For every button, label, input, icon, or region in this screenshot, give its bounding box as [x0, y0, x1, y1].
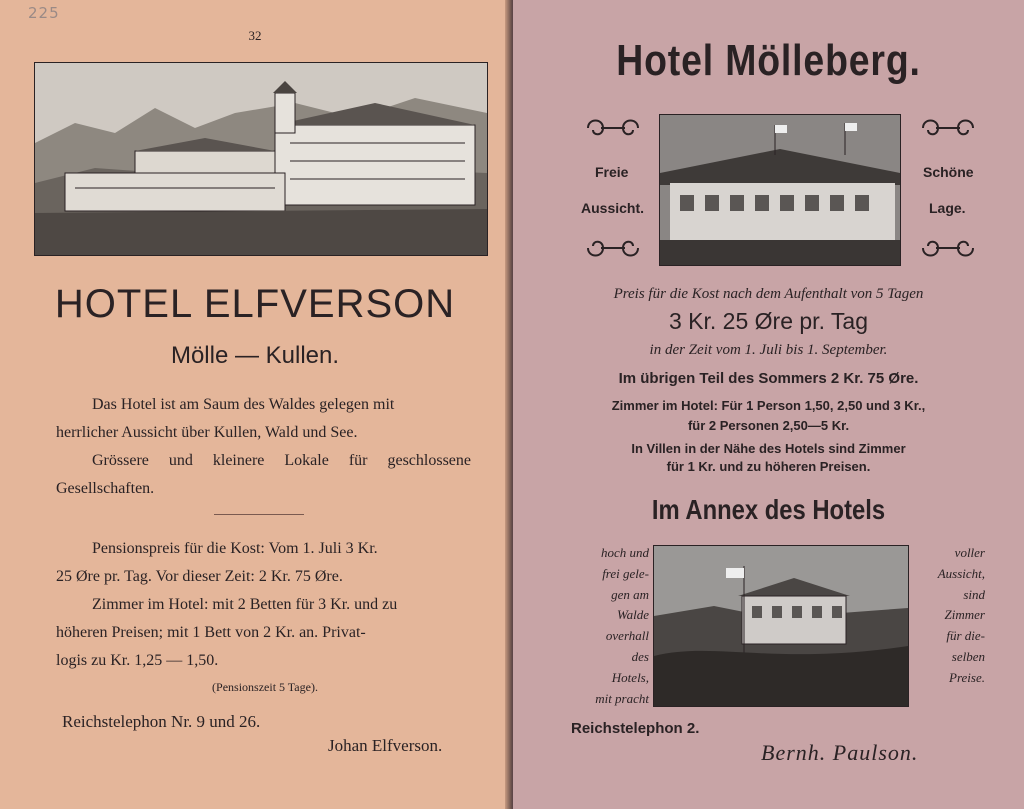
price-intro: Preis für die Kost nach dem Aufenthalt von 5 Tagen — [613, 286, 924, 302]
annex-right-line: Aussicht, — [937, 565, 985, 581]
hotel-elfverson-drawing — [35, 63, 487, 255]
caption-location: Lage. — [929, 200, 966, 216]
caption-view: Aussicht. — [581, 200, 645, 216]
ornament-icon — [583, 116, 643, 140]
price-main: 3 Kr. 25 Øre pr. Tag — [668, 308, 869, 334]
price-period: in der Zeit vom 1. Juli bis 1. September. — [649, 342, 888, 358]
annex-left-line: frei gele- — [602, 565, 649, 581]
owner-signature: Bernh. Paulson. — [761, 740, 919, 765]
rooms-line-3: logis zu Kr. 1,25 — 1,50. — [56, 652, 219, 669]
ornament-icon — [583, 236, 643, 260]
annex-left-line: mit pracht — [595, 690, 649, 706]
owner-name: Johan Elfverson. — [328, 736, 443, 755]
summer-price: Im übrigen Teil des Sommers 2 Kr. 75 Øre. — [618, 370, 919, 387]
villas-line-2: für 1 Kr. und zu höheren Preisen. — [666, 459, 871, 474]
description-line-2: herrlicher Aussicht über Kullen, Wald und See. — [56, 424, 358, 441]
page-number: 32 — [248, 28, 262, 43]
rooms-line-2: höheren Preisen; mit 1 Bett von 2 Kr. an. Privat- — [56, 624, 366, 641]
hotel-mölleberg-drawing — [660, 115, 900, 265]
right-telephone: Reichstelephon 2. — [571, 720, 700, 737]
annex-left-line: des — [631, 648, 649, 664]
ornament-icon — [918, 116, 978, 140]
pension-line-2: 25 Øre pr. Tag. Vor dieser Zeit: 2 Kr. 75 Øre. — [56, 568, 343, 585]
ornament-icon — [918, 236, 978, 260]
hotel-location: Mölle — Kullen. — [170, 342, 340, 369]
villas-line-1: In Villen in der Nähe des Hotels sind Zimmer — [631, 441, 906, 456]
description-line-4: Gesellschaften. — [56, 480, 155, 497]
rooms-line-1: Zimmer im Hotel: mit 2 Betten für 3 Kr. und zu — [92, 596, 398, 613]
annex-left-line: hoch und — [600, 545, 649, 560]
left-telephone: Reichstelephon Nr. 9 und 26. — [62, 712, 261, 731]
pension-period: (Pensionszeit 5 Tage). — [212, 680, 318, 694]
caption-beautiful: Schöne — [923, 164, 974, 180]
annex-left-line: overhall — [605, 628, 649, 644]
caption-free: Freie — [595, 164, 629, 180]
hotel-mölleberg-photo — [659, 114, 901, 266]
hotel-title: Hotel Mölleberg. — [616, 36, 921, 85]
pencil-note: 225 — [28, 4, 60, 22]
annex-right-line: sind — [963, 586, 985, 602]
rooms-line-1: Zimmer im Hotel: Für 1 Person 1,50, 2,50 und 3 Kr., — [611, 398, 926, 413]
annex-right-line: selben — [951, 648, 985, 664]
description-line-1: Das Hotel ist am Saum des Waldes gelegen mit — [92, 396, 395, 413]
annex-drawing — [654, 546, 908, 706]
annex-left-line: Walde — [616, 607, 649, 623]
divider-line — [214, 514, 304, 515]
annex-right-line: Zimmer — [944, 607, 985, 623]
right-page — [513, 0, 1024, 809]
pension-line-1: Pensionspreis für die Kost: Vom 1. Juli 3 Kr. — [92, 540, 378, 557]
rooms-line-2: für 2 Personen 2,50—5 Kr. — [687, 418, 850, 433]
annex-right-line: Preise. — [949, 669, 985, 685]
hotel-title: HOTEL ELFVERSON — [54, 282, 456, 326]
annex-left-line: Hotels, — [611, 669, 649, 685]
annex-photo — [653, 545, 909, 707]
description-line-3: Grössere und kleinere Lokale für geschlossene — [92, 452, 471, 469]
annex-heading: Im Annex des Hotels — [651, 494, 886, 525]
annex-right-line: für die- — [946, 628, 985, 644]
annex-right-line: voller — [954, 545, 985, 560]
left-page — [0, 0, 510, 809]
annex-right-text — [913, 543, 985, 689]
hotel-elfverson-illustration — [34, 62, 488, 256]
annex-left-text — [569, 543, 649, 709]
annex-left-line: gen am — [611, 586, 649, 602]
